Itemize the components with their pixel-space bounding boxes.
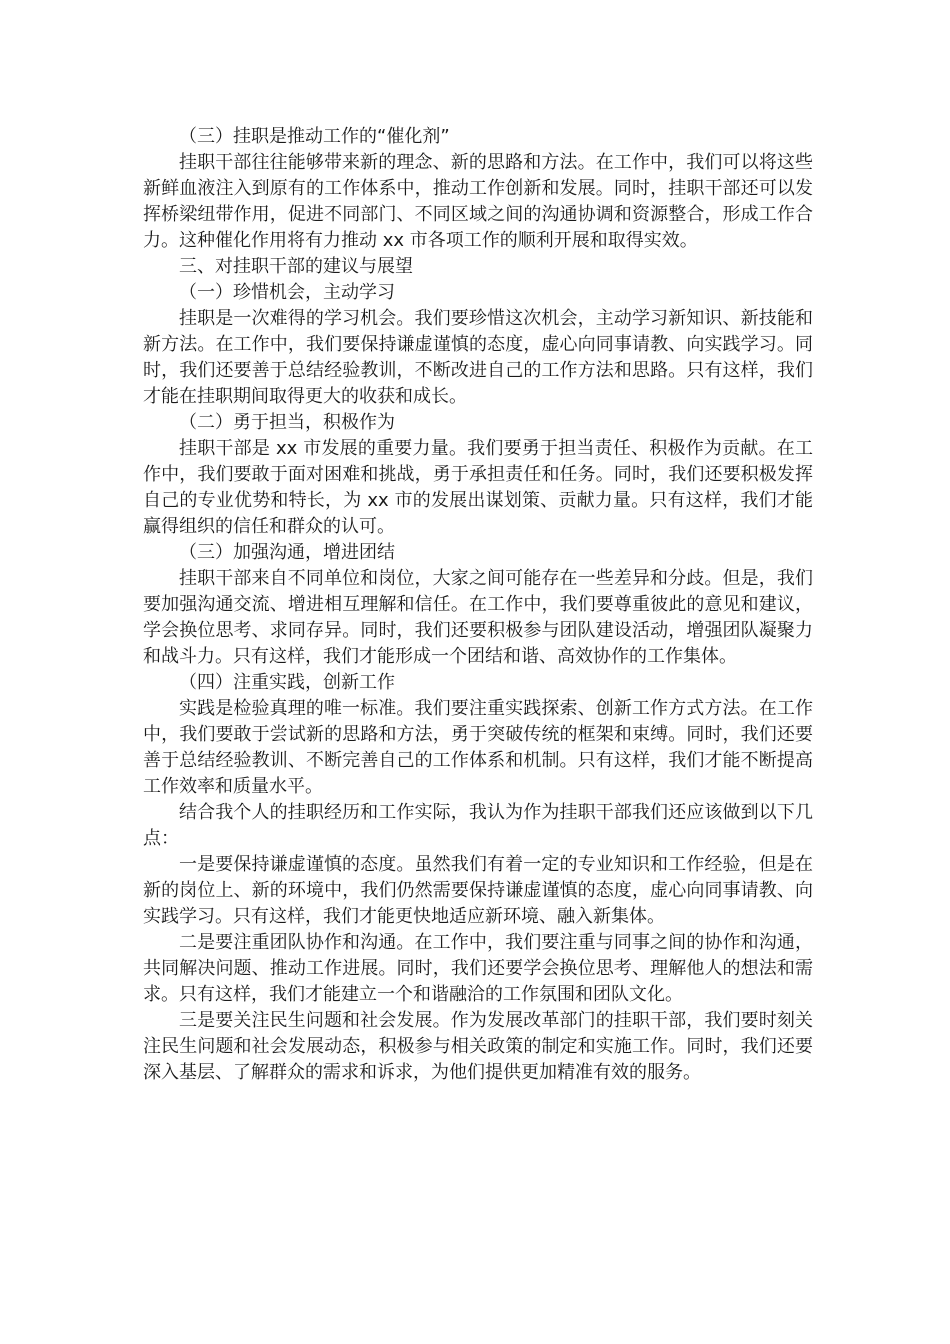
subheading-strengthen-communication: （三）加强沟通，增进团结 — [179, 542, 395, 563]
subheading-take-responsibility: （二）勇于担当，积极作为 — [179, 412, 395, 433]
paragraph-take-responsibility-body: 挂职干部是 xx 市发展的重要力量。我们要勇于担当责任、积极作为贡献。在工作中，我们要敢于面对困难和挑战，勇于承担责任和任务。同时，我们还要积极发挥自己的专业优势和特长，为 xx 市的发展出谋划策、贡献力量。只有这样，我们才能赢得组织的信任和群众的认可。 — [143, 438, 813, 537]
paragraph-point-three: 三是要关注民生问题和社会发展。作为发展改革部门的挂职干部，我们要时刻关注民生问题和社会发展动态，积极参与相关政策的制定和实施工作。同时，我们还要深入基层、了解群众的需求和诉求，为他们提供更加精准有效的服务。 — [143, 1010, 813, 1083]
paragraph-cherish-opportunity-body: 挂职是一次难得的学习机会。我们要珍惜这次机会，主动学习新知识、新技能和新方法。在工作中，我们要保持谦虚谨慎的态度，虚心向同事请教、向实践学习。同时，我们还要善于总结经验教训，不断改进自己的工作方法和思路。只有这样，我们才能在挂职期间取得更大的收获和成长。 — [143, 308, 813, 407]
subheading-cherish-opportunity: （一）珍惜机会，主动学习 — [179, 282, 395, 303]
paragraph-personal-experience-intro: 结合我个人的挂职经历和工作实际，我认为作为挂职干部我们还应该做到以下几点： — [143, 802, 813, 849]
subheading-focus-practice: （四）注重实践，创新工作 — [179, 672, 395, 693]
paragraph-strengthen-communication-body: 挂职干部来自不同单位和岗位，大家之间可能存在一些差异和分歧。但是，我们要加强沟通交流、增进相互理解和信任。在工作中，我们要尊重彼此的意见和建议，学会换位思考、求同存异。同时，我们还要积极参与团队建设活动，增强团队凝聚力和战斗力。只有这样，我们才能形成一个团结和谐、高效协作的工作集体。 — [143, 568, 813, 667]
paragraph-catalyst-body: 挂职干部往往能够带来新的理念、新的思路和方法。在工作中，我们可以将这些新鲜血液注入到原有的工作体系中，推动工作创新和发展。同时，挂职干部还可以发挥桥梁纽带作用，促进不同部门、不同区域之间的沟通协调和资源整合，形成工作合力。这种催化作用将有力推动 xx 市各项工作的顺利开展和取得实效。 — [143, 152, 813, 251]
paragraph-point-one: 一是要保持谦虚谨慎的态度。虽然我们有着一定的专业知识和工作经验，但是在新的岗位上、新的环境中，我们仍然需要保持谦虚谨慎的态度，虚心向同事请教、向实践学习。只有这样，我们才能更快地适应新环境、融入新集体。 — [143, 854, 813, 927]
section-heading-suggestions: 三、对挂职干部的建议与展望 — [179, 256, 413, 277]
document-body — [143, 124, 813, 1086]
paragraph-point-two: 二是要注重团队协作和沟通。在工作中，我们要注重与同事之间的协作和沟通，共同解决问题、推动工作进展。同时，我们还要学会换位思考、理解他人的想法和需求。只有这样，我们才能建立一个和谐融洽的工作氛围和团队文化。 — [143, 932, 813, 1005]
paragraph-focus-practice-body: 实践是检验真理的唯一标准。我们要注重实践探索、创新工作方式方法。在工作中，我们要敢于尝试新的思路和方法，勇于突破传统的框架和束缚。同时，我们还要善于总结经验教训、不断完善自己的工作体系和机制。只有这样，我们才能不断提高工作效率和质量水平。 — [143, 698, 813, 797]
subheading-catalyst: （三）挂职是推动工作的“催化剂” — [179, 126, 450, 147]
